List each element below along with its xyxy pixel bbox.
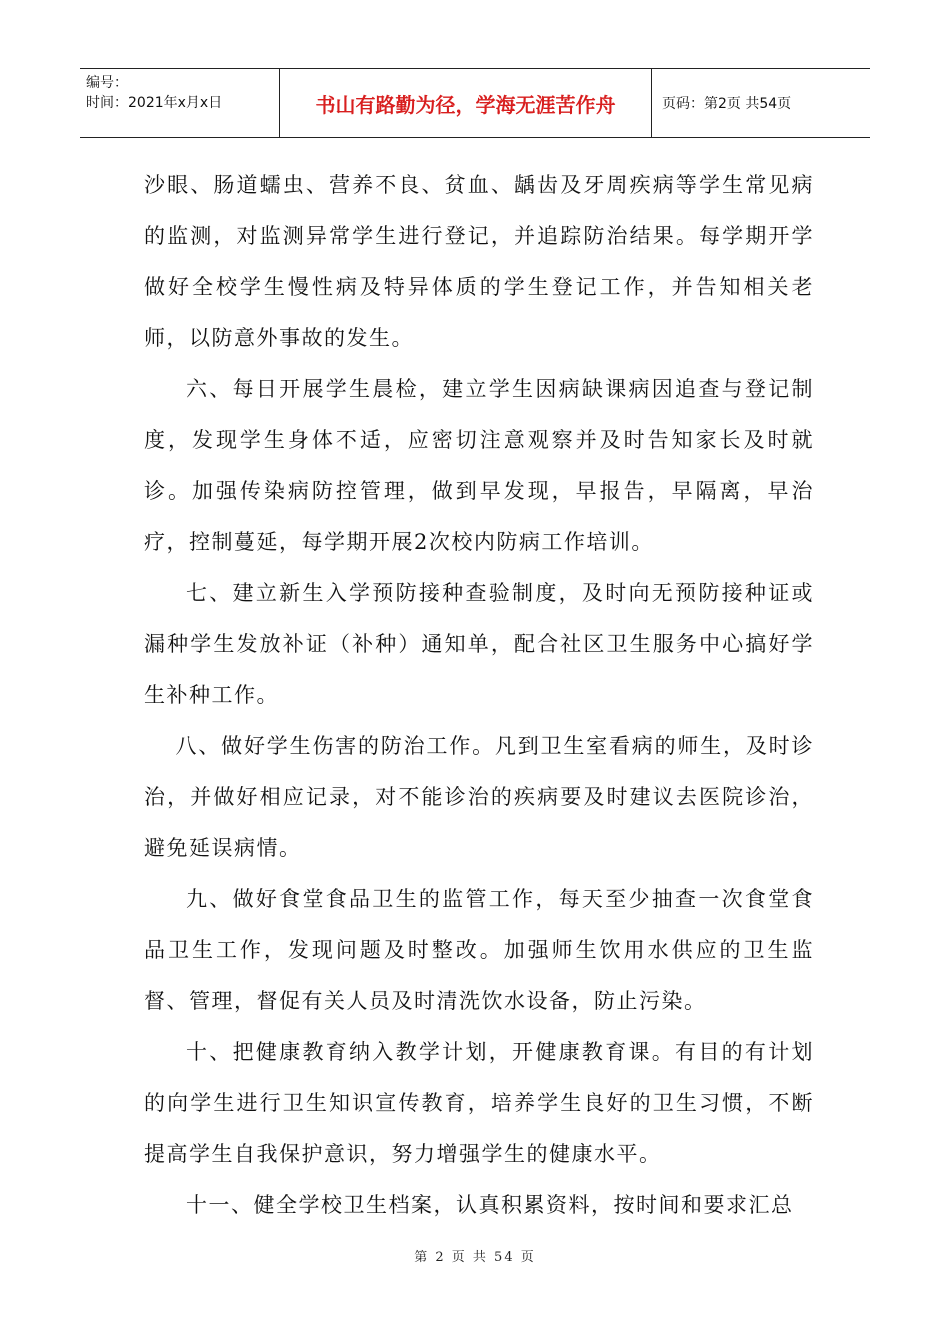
page-header: [80, 68, 870, 138]
header-motto: 书山有路勤为径，学海无涯苦作舟: [280, 69, 652, 137]
date-label: 时间：2021年x月x日: [86, 95, 223, 111]
paragraph-item-10: 十、把健康教育纳入教学计划，开健康教育课。有目的有计划的向学生进行卫生知识宣传教育，培养学生良好的卫生习惯，不断提高学生自我保护意识，努力增强学生的健康水平。: [144, 1040, 814, 1166]
serial-number-label: 编号：: [86, 75, 128, 91]
paragraph-continued: 沙眼、肠道蠕虫、营养不良、贫血、龋齿及牙周疾病等学生常见病的监测，对监测异常学生进行登记，并追踪防治结果。每学期开学做好全校学生慢性病及特异体质的学生登记工作，并告知相关老师，以防意外事故的发生。: [144, 173, 814, 350]
paragraph-item-9: 九、做好食堂食品卫生的监管工作，每天至少抽查一次食堂食品卫生工作，发现问题及时整改。加强师生饮用水供应的卫生监督、管理，督促有关人员及时清洗饮水设备，防止污染。: [144, 887, 814, 1013]
paragraph-item-11: 十一、健全学校卫生档案，认真积累资料，按时间和要求汇总: [186, 1193, 794, 1217]
header-meta: [80, 69, 280, 137]
page-footer: 第 2 页 共 54 页: [414, 1250, 536, 1265]
paragraph-item-6: 六、每日开展学生晨检，建立学生因病缺课病因追查与登记制度，发现学生身体不适，应密切注意观察并及时告知家长及时就诊。加强传染病防控管理，做到早发现，早报告，早隔离，早治疗，控制蔓延，每学期开展2次校内防病工作培训。: [144, 377, 814, 554]
header-page-info: 页码：第2页 共54页: [662, 96, 792, 112]
paragraph-item-8: 八、做好学生伤害的防治工作。凡到卫生室看病的师生，及时诊治，并做好相应记录，对不能诊治的疾病要及时建议去医院诊治，避免延误病情。: [144, 734, 814, 860]
document-body: [144, 160, 814, 1231]
paragraph-item-7: 七、建立新生入学预防接种查验制度，及时向无预防接种证或漏种学生发放补证（补种）通知单，配合社区卫生服务中心搞好学生补种工作。: [144, 581, 814, 707]
